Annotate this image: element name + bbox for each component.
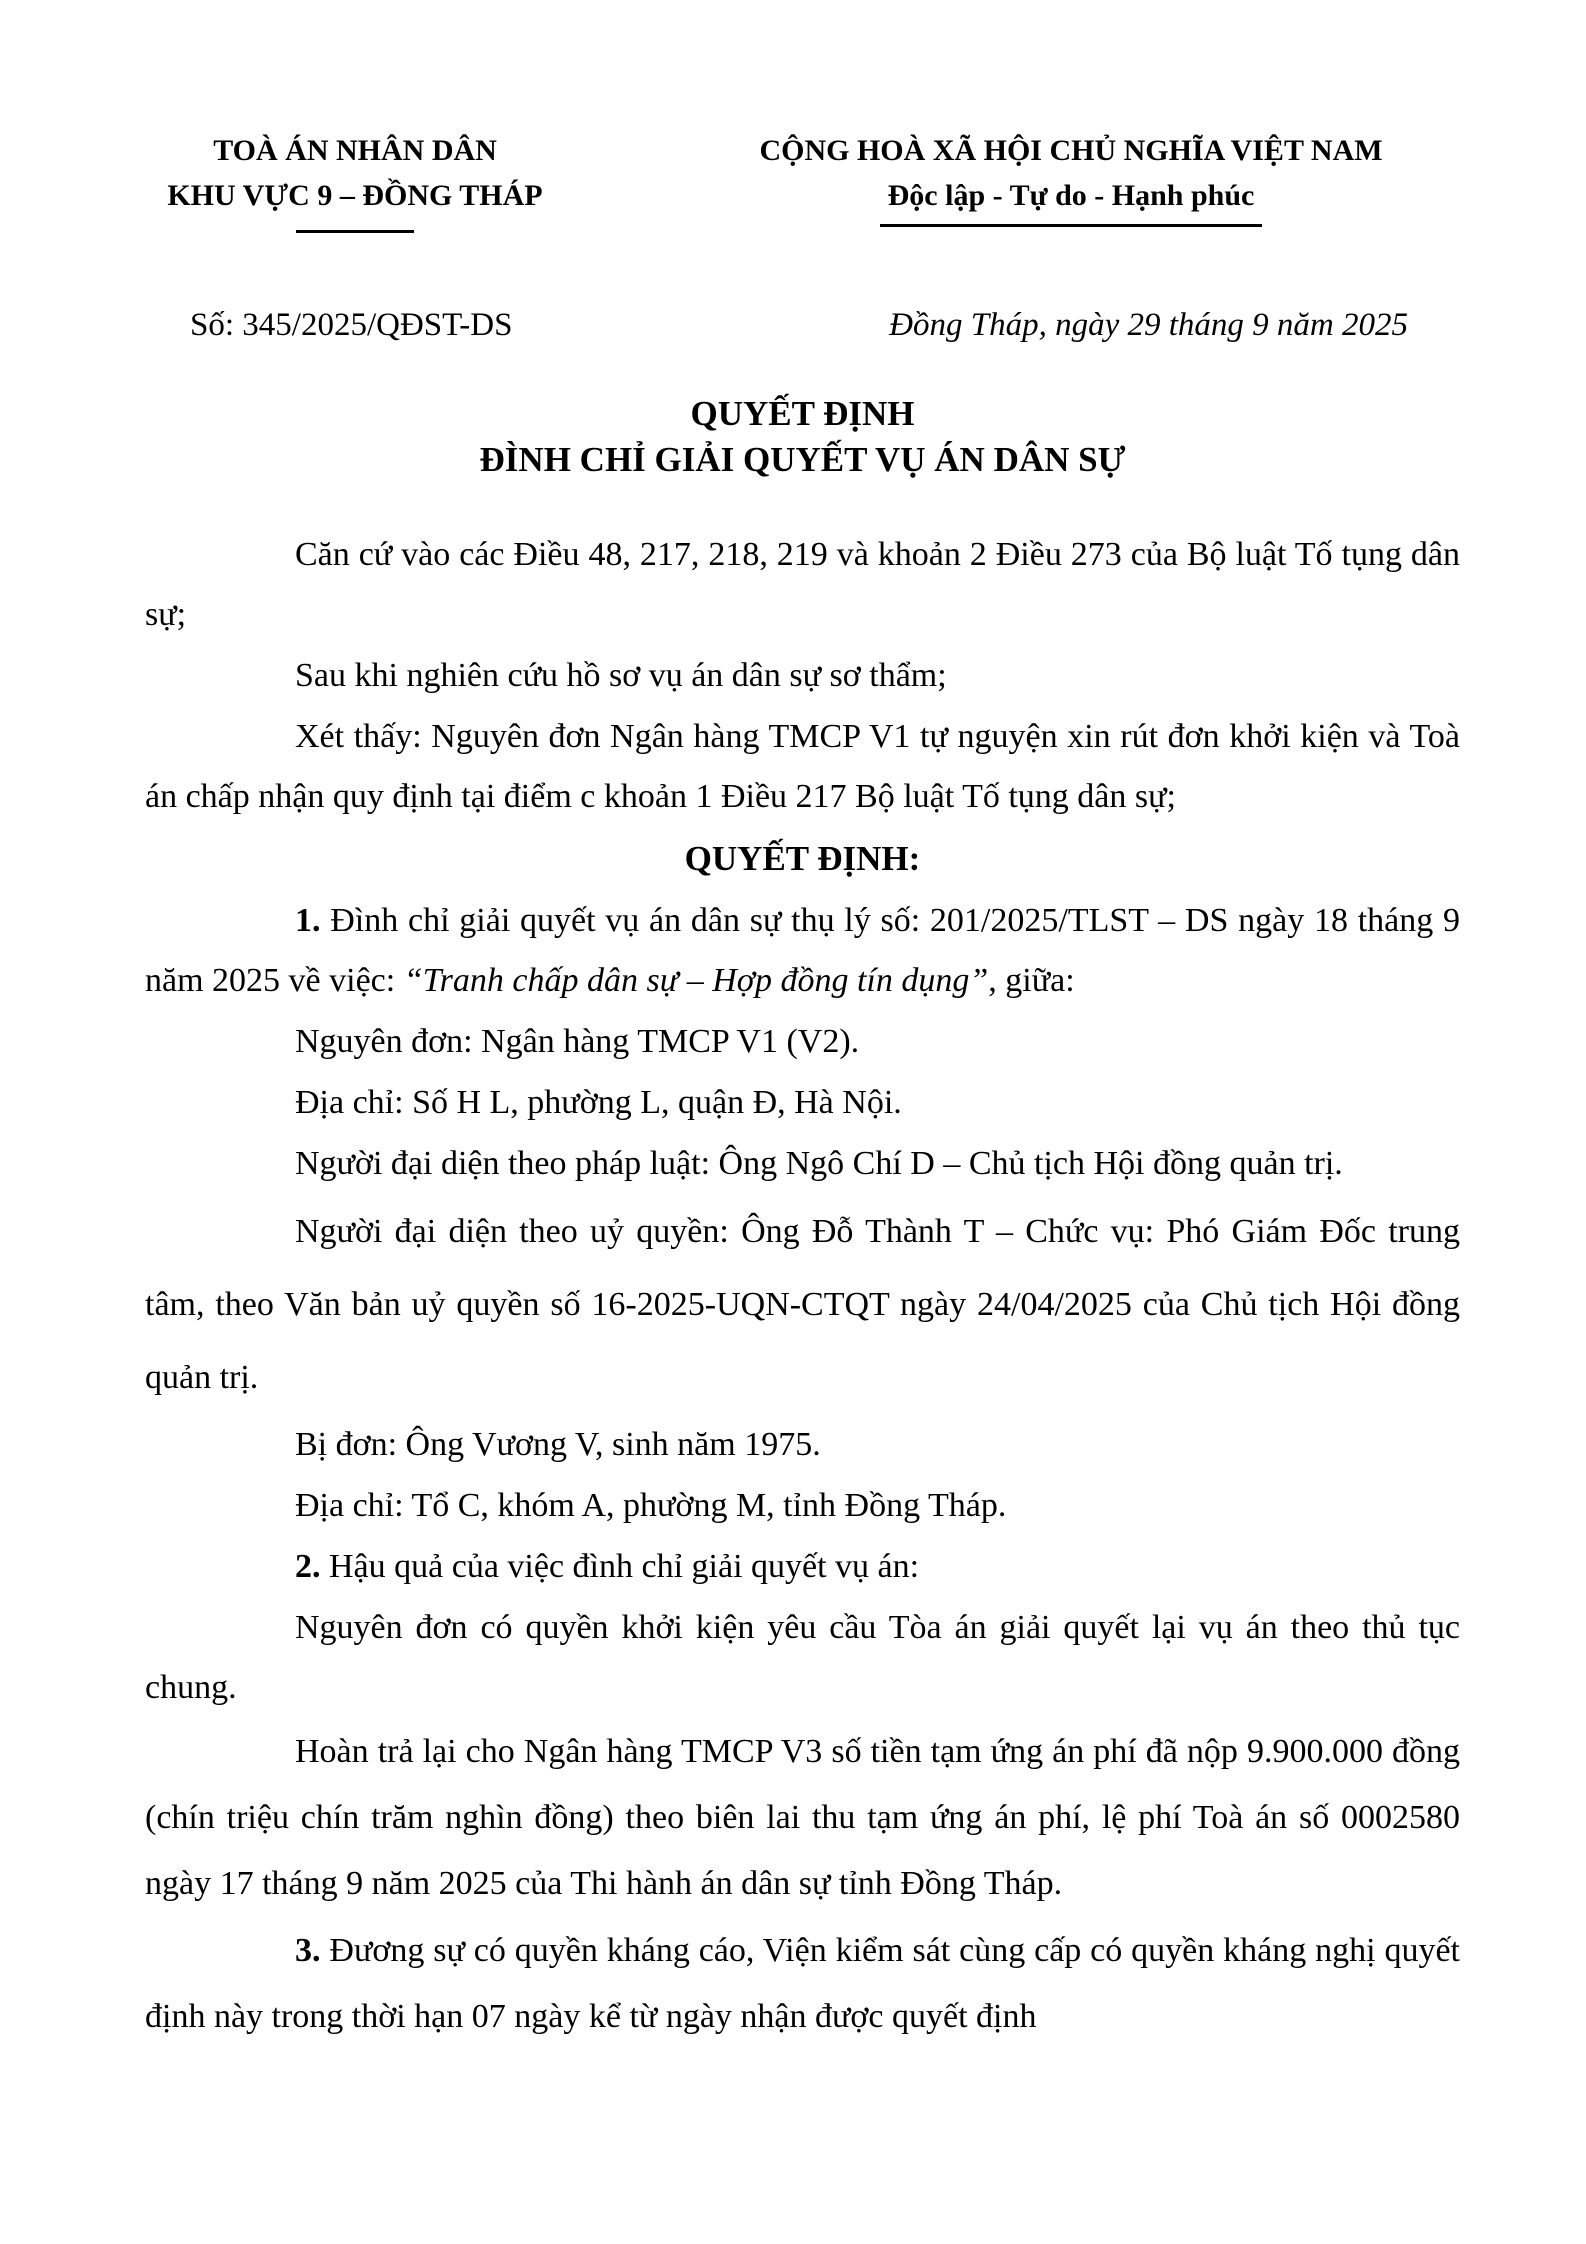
item-1-number: 1. [295, 902, 321, 939]
item-2-number: 2. [295, 1548, 321, 1585]
paragraph-plaintiff-address: Địa chỉ: Số H L, phường L, quận Đ, Hà Nội. [295, 1084, 902, 1121]
paragraph-consequence-1: Nguyên đơn có quyền khởi kiện yêu cầu Tòa án giải quyết lại vụ án theo thủ tục chung. [145, 1609, 1460, 1706]
paragraph-defendant-address: Địa chỉ: Tổ C, khóm A, phường M, tỉnh Đồng Tháp. [295, 1487, 1007, 1524]
doc-number: Số: 345/2025/QĐST-DS [190, 307, 513, 343]
doc-title-line1: QUYẾT ĐỊNH [690, 394, 915, 433]
document-header [145, 128, 1460, 233]
item-3-number: 3. [295, 1932, 321, 1969]
paragraph-review: Sau khi nghiên cứu hồ sơ vụ án dân sự sơ thẩm; [295, 657, 947, 694]
doc-title [145, 391, 1460, 483]
paragraph-authorized-representative: Người đại diện theo uỷ quyền: Ông Đỗ Thành T – Chức vụ: Phó Giám Đốc trung tâm, theo Văn bản uỷ quyền số 16-2025-UQN-CTQT ngày 24/04/2025 của Chủ tịch Hội đồng quản trị. [145, 1213, 1460, 1396]
paragraph-consequence-2: Hoàn trả lại cho Ngân hàng TMCP V3 số tiền tạm ứng án phí đã nộp 9.900.000 đồng (chín triệu chín trăm nghìn đồng) theo biên lai thu tạm ứng án phí, lệ phí Toà án số 0002580 ngày 17 tháng 9 năm 2025 của Thi hành án dân sự tỉnh Đồng Tháp. [145, 1733, 1460, 1902]
doc-title-line2: ĐÌNH CHỈ GIẢI QUYẾT VỤ ÁN DÂN SỰ [479, 440, 1126, 479]
paragraph-item-1 [145, 891, 1460, 1011]
paragraph-plaintiff: Nguyên đơn: Ngân hàng TMCP V1 (V2). [295, 1023, 860, 1060]
doc-body [145, 525, 1460, 2050]
court-name-line2: KHU VỰC 9 – ĐỒNG THÁP [167, 179, 543, 212]
national-title: CỘNG HOÀ XÃ HỘI CHỦ NGHĨA VIỆT NAM [759, 134, 1383, 167]
court-name-block [120, 128, 590, 233]
paragraph-item-3 [145, 1918, 1460, 2050]
item-1-case-name: “Tranh chấp dân sự – Hợp đồng tín dụng” [403, 962, 989, 999]
court-header-rule [296, 230, 414, 233]
item-1-tail: , giữa: [988, 962, 1075, 999]
paragraph-defendant: Bị đơn: Ông Vương V, sinh năm 1975. [295, 1426, 821, 1463]
paragraph-legal-representative: Người đại diện theo pháp luật: Ông Ngô Chí D – Chủ tịch Hội đồng quản trị. [295, 1145, 1343, 1182]
court-name-line1: TOÀ ÁN NHÂN DÂN [213, 134, 497, 167]
paragraph-legal-basis: Căn cứ vào các Điều 48, 217, 218, 219 và khoản 2 Điều 273 của Bộ luật Tố tụng dân sự; [145, 536, 1460, 633]
national-motto [676, 173, 1466, 227]
item-3-text: Đương sự có quyền kháng cáo, Viện kiểm sát cùng cấp có quyền kháng nghị quyết định này trong thời hạn 07 ngày kể từ ngày nhận được quyết định [145, 1932, 1460, 2035]
paragraph-item-2 [145, 1537, 1460, 1597]
national-motto-text: Độc lập - Tự do - Hạnh phúc [880, 173, 1263, 227]
item-2-text: Hậu quả của việc đình chỉ giải quyết vụ án: [320, 1548, 920, 1585]
doc-meta-row [145, 305, 1460, 345]
national-motto-block [676, 128, 1466, 227]
decision-heading: QUYẾT ĐỊNH: [684, 839, 921, 878]
paragraph-finding: Xét thấy: Nguyên đơn Ngân hàng TMCP V1 tự nguyện xin rút đơn khởi kiện và Toà án chấp nhận quy định tại điểm c khoản 1 Điều 217 Bộ luật Tố tụng dân sự; [145, 718, 1460, 815]
item-1-text: Đình chỉ giải quyết vụ án dân sự thụ lý số: 201/2025/TLST – DS ngày 18 tháng 9 năm 2025 về việc: [145, 902, 1460, 999]
place-date-line: Đồng Tháp, ngày 29 tháng 9 năm 2025 [889, 307, 1408, 343]
